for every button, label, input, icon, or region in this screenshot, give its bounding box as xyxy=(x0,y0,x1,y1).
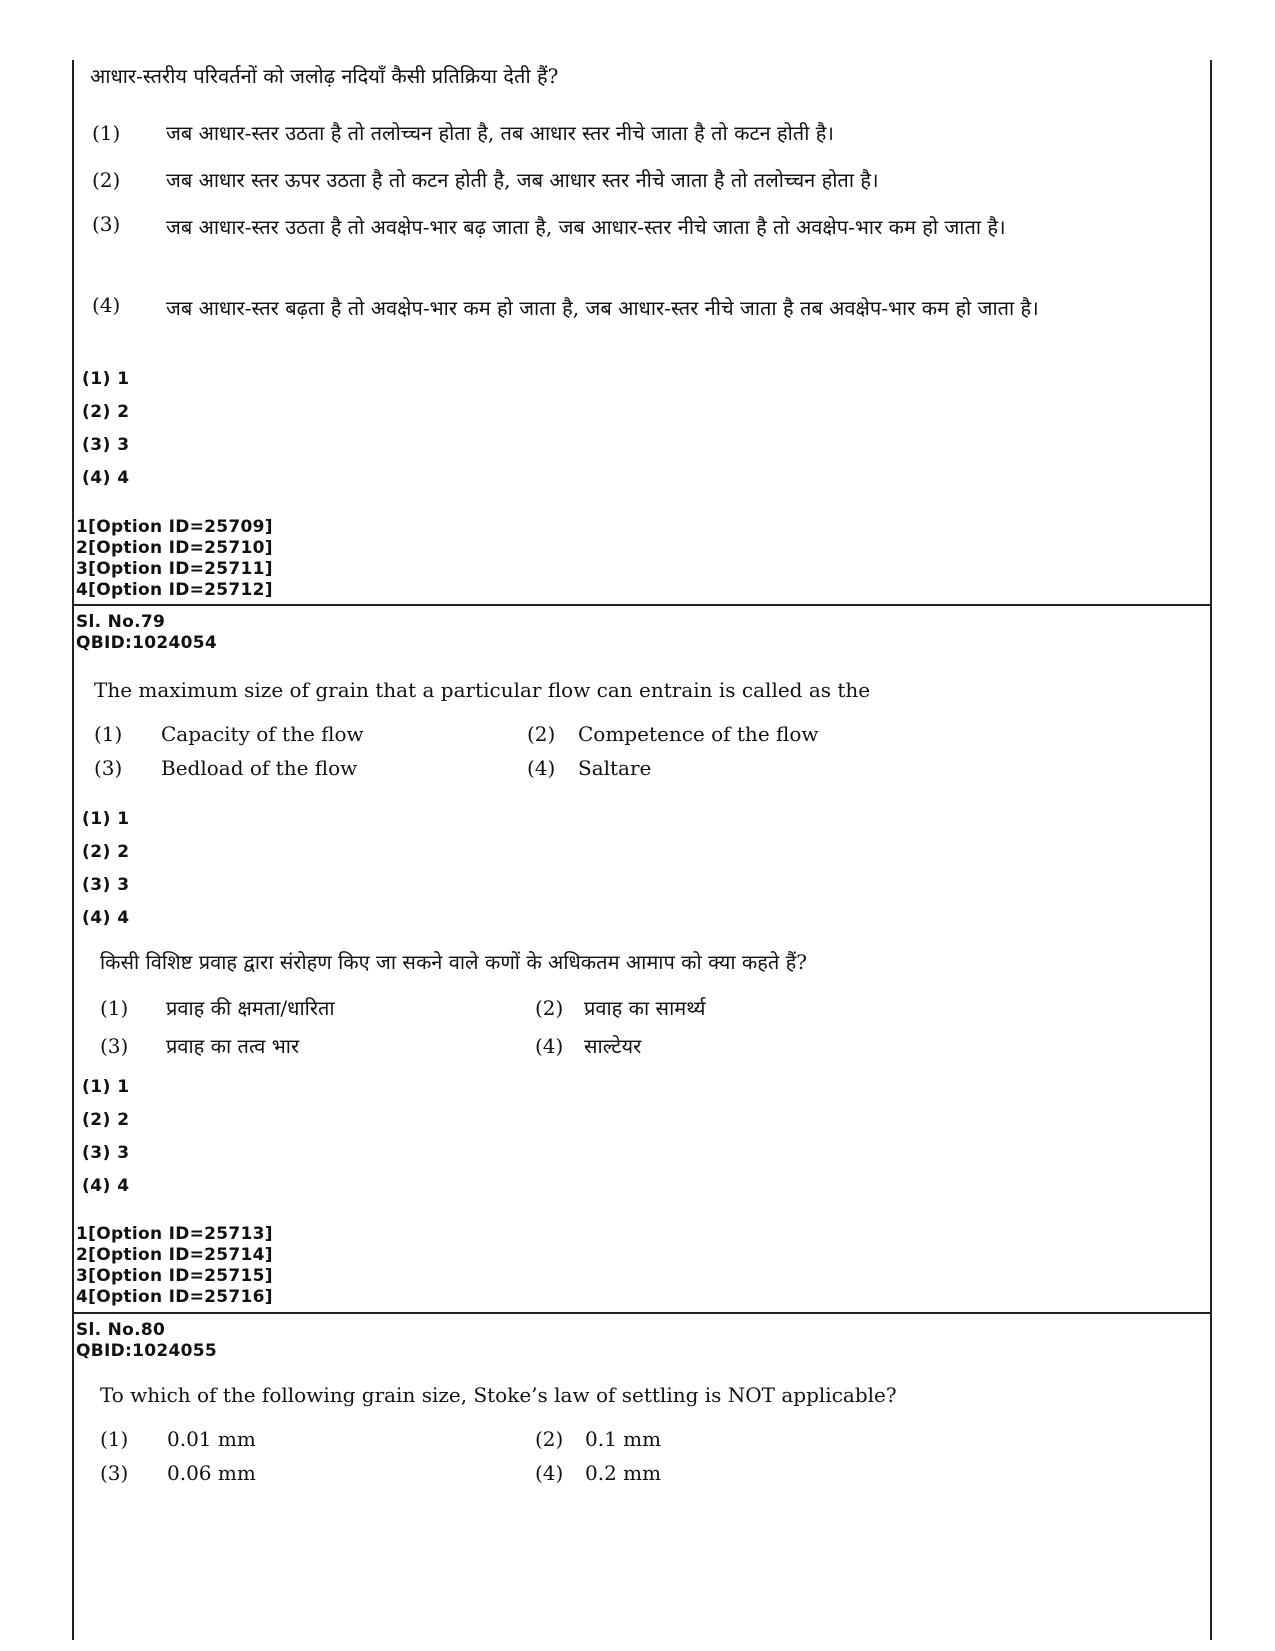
option-number: (1) xyxy=(100,1427,129,1451)
answer-choice[interactable]: (4) 4 xyxy=(82,1176,130,1196)
option-id-list xyxy=(76,517,273,601)
option-text: साल्टेयर xyxy=(584,1034,642,1058)
answer-choice[interactable]: (2) 2 xyxy=(82,842,130,862)
answer-choice[interactable]: (1) 1 xyxy=(82,369,130,389)
option-text: जब आधार स्तर ऊपर उठता है तो कटन होती है, जब आधार स्तर नीचे जाता है तो तलोच्चन होता है। xyxy=(166,168,879,192)
option-text: प्रवाह की क्षमता/धारिता xyxy=(166,996,335,1020)
option-text: 0.1 mm xyxy=(585,1427,662,1451)
option-id: 2[Option ID=25710] xyxy=(76,538,273,558)
option-text: प्रवाह का तत्व भार xyxy=(166,1034,300,1058)
answer-choice[interactable]: (1) 1 xyxy=(82,1077,130,1097)
option-id: 1[Option ID=25709] xyxy=(76,517,273,537)
option-id: 1[Option ID=25713] xyxy=(76,1224,273,1244)
answer-choice[interactable]: (3) 3 xyxy=(82,875,130,895)
question-header xyxy=(76,612,217,654)
question-text-hindi: आधार-स्तरीय परिवर्तनों को जलोढ़ नदियाँ कैसी प्रतिक्रिया देती हैं? xyxy=(90,64,559,88)
option-text: जब आधार-स्तर उठता है तो तलोच्चन होता है, तब आधार स्तर नीचे जाता है तो कटन होती है। xyxy=(166,121,834,145)
answer-choice[interactable]: (1) 1 xyxy=(82,809,130,829)
option-number: (1) xyxy=(100,996,129,1020)
question-text-english: To which of the following grain size, Stoke’s law of settling is NOT applicable? xyxy=(100,1383,897,1407)
serial-number: Sl. No.79 xyxy=(76,612,166,632)
answer-choice[interactable]: (3) 3 xyxy=(82,435,130,455)
answer-choice[interactable]: (2) 2 xyxy=(82,1110,130,1130)
option-number: (2) xyxy=(535,996,564,1020)
option-id: 3[Option ID=25711] xyxy=(76,559,273,579)
option-text: जब आधार-स्तर बढ़ता है तो अवक्षेप-भार कम हो जाता है, जब आधार-स्तर नीचे जाता है तब अवक्षेप-भार कम हो जाता है। xyxy=(166,296,1039,320)
qbid: QBID:1024054 xyxy=(76,633,218,653)
option-number: (2) xyxy=(92,168,121,192)
option-text: Bedload of the flow xyxy=(161,756,358,780)
option-text: Saltare xyxy=(578,756,652,780)
option-number: (4) xyxy=(527,756,556,780)
option-id: 4[Option ID=25716] xyxy=(76,1287,273,1307)
option-text: प्रवाह का सामर्थ्य xyxy=(584,996,706,1020)
option-number: (3) xyxy=(94,756,123,780)
option-number: (3) xyxy=(100,1034,129,1058)
question-header xyxy=(76,1320,217,1362)
question-separator xyxy=(72,1312,1212,1314)
option-id-list xyxy=(76,1224,273,1308)
answer-choice[interactable]: (4) 4 xyxy=(82,468,130,488)
option-number: (3) xyxy=(92,212,121,236)
option-id: 3[Option ID=25715] xyxy=(76,1266,273,1286)
option-number: (4) xyxy=(535,1034,564,1058)
answer-choice[interactable]: (2) 2 xyxy=(82,402,130,422)
option-number: (1) xyxy=(94,722,123,746)
answer-choice[interactable]: (3) 3 xyxy=(82,1143,130,1163)
option-number: (3) xyxy=(100,1461,129,1485)
option-text: Competence of the flow xyxy=(578,722,819,746)
option-text: 0.2 mm xyxy=(585,1461,662,1485)
option-id: 4[Option ID=25712] xyxy=(76,580,273,600)
option-number: (2) xyxy=(527,722,556,746)
option-number: (4) xyxy=(92,293,121,317)
option-text: Capacity of the flow xyxy=(161,722,364,746)
option-number: (1) xyxy=(92,121,121,145)
option-text: जब आधार-स्तर उठता है तो अवक्षेप-भार बढ़ जाता है, जब आधार-स्तर नीचे जाता है तो अवक्षेप-भार कम हो जाता है। xyxy=(166,215,1006,239)
option-text: 0.06 mm xyxy=(167,1461,256,1485)
serial-number: Sl. No.80 xyxy=(76,1320,166,1340)
question-text-english: The maximum size of grain that a particular flow can entrain is called as the xyxy=(94,678,871,702)
option-id: 2[Option ID=25714] xyxy=(76,1245,273,1265)
qbid: QBID:1024055 xyxy=(76,1341,218,1361)
question-text-hindi: किसी विशिष्ट प्रवाह द्वारा संरोहण किए जा सकने वाले कणों के अधिकतम आमाप को क्या कहते हैं? xyxy=(100,950,808,974)
answer-choice[interactable]: (4) 4 xyxy=(82,908,130,928)
option-number: (2) xyxy=(535,1427,564,1451)
option-text: 0.01 mm xyxy=(167,1427,256,1451)
option-number: (4) xyxy=(535,1461,564,1485)
question-separator xyxy=(72,604,1212,606)
